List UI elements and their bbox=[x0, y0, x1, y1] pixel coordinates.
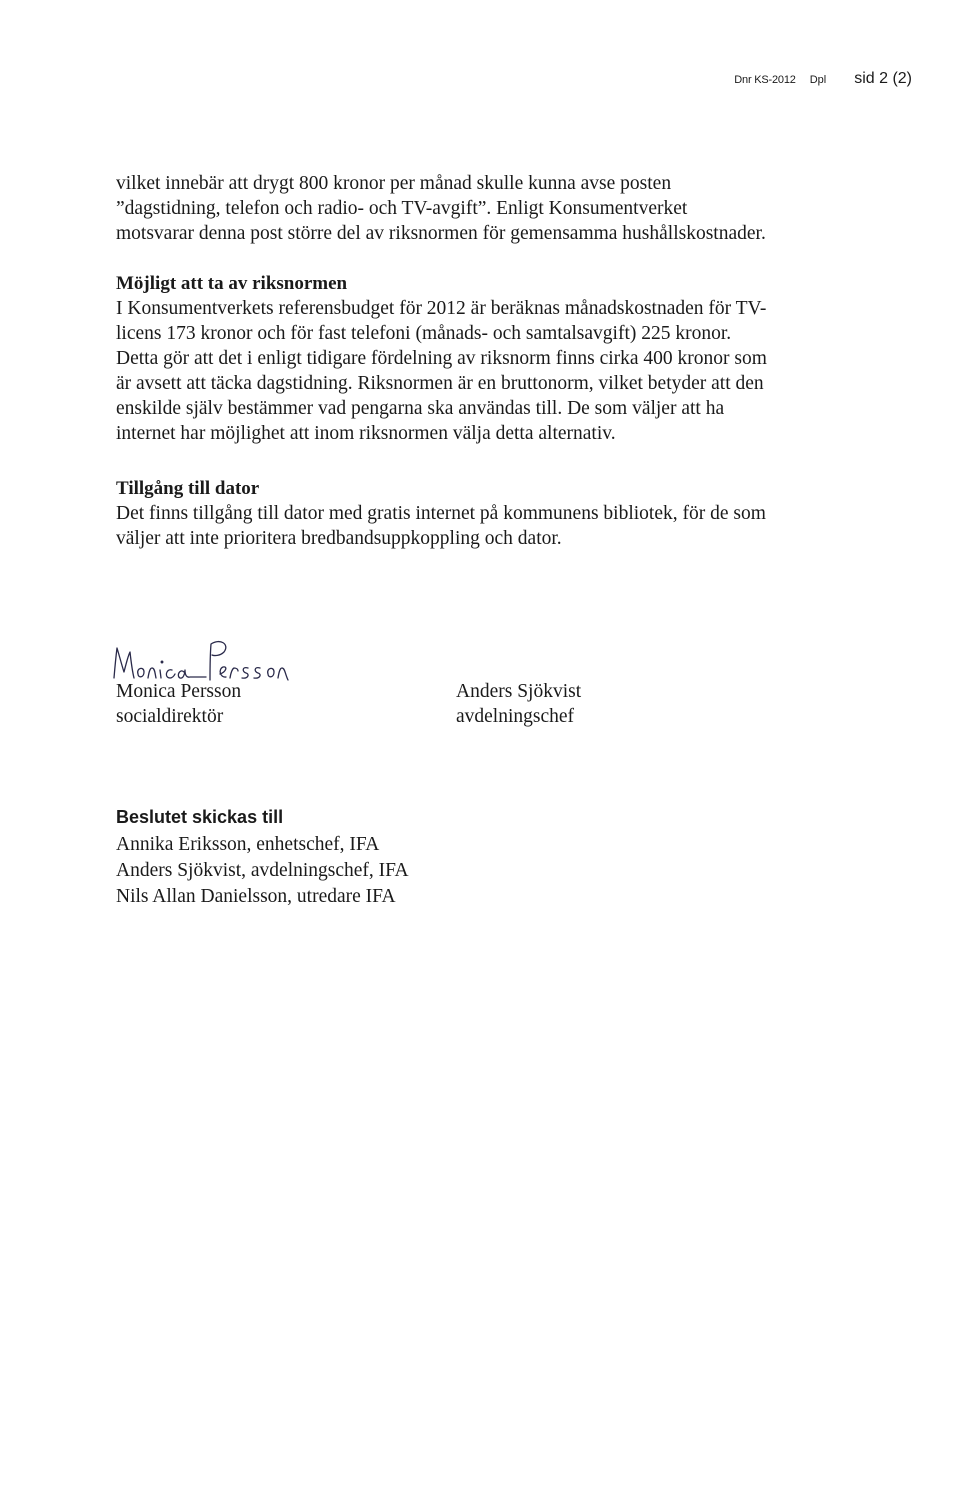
document-plan: Dpl bbox=[809, 74, 827, 86]
signatory-left bbox=[116, 679, 241, 729]
paragraph-line: internet har möjlighet att inom riksnormen välja detta alternativ. bbox=[116, 423, 616, 444]
paragraph-line: är avsett att täcka dagstidning. Riksnormen är en bruttonorm, vilket betyder att den bbox=[116, 373, 764, 394]
distribution-heading: Beslutet skickas till bbox=[116, 807, 284, 827]
document-number: Dnr KS-2012 bbox=[734, 74, 796, 86]
signatory-title: socialdirektör bbox=[116, 706, 224, 727]
section-heading: Tillgång till dator bbox=[116, 478, 260, 499]
recipient: Annika Eriksson, enhetschef, IFA bbox=[116, 834, 380, 855]
paragraph-line: motsvarar denna post större del av riksnormen för gemensamma hushållskostnader. bbox=[116, 223, 766, 244]
paragraph-line: Detta gör att det i enligt tidigare fördelning av riksnorm finns cirka 400 kronor som bbox=[116, 348, 767, 369]
paragraph-line: ”dagstidning, telefon och radio- och TV-avgift”. Enligt Konsumentverket bbox=[116, 198, 688, 219]
signatory-name: Monica Persson bbox=[116, 681, 242, 702]
intro-paragraph bbox=[116, 171, 796, 246]
recipient: Nils Allan Danielsson, utredare IFA bbox=[116, 886, 396, 907]
paragraph-line: Det finns tillgång till dator med gratis internet på kommunens bibliotek, för de som bbox=[116, 503, 766, 524]
section-riksnormen bbox=[116, 271, 796, 446]
signatory-name: Anders Sjökvist bbox=[456, 681, 582, 702]
signatory-right bbox=[456, 679, 581, 729]
section-dator bbox=[116, 476, 796, 551]
paragraph-line: väljer att inte prioritera bredbandsuppkoppling och dator. bbox=[116, 528, 562, 549]
section-heading: Möjligt att ta av riksnormen bbox=[116, 273, 348, 294]
paragraph-line: vilket innebär att drygt 800 kronor per månad skulle kunna avse posten bbox=[116, 173, 672, 194]
recipient: Anders Sjökvist, avdelningschef, IFA bbox=[116, 860, 409, 881]
signatory-title: avdelningschef bbox=[456, 706, 575, 727]
page-header bbox=[734, 70, 912, 88]
page-number: sid 2 (2) bbox=[854, 70, 912, 87]
paragraph-line: licens 173 kronor och för fast telefoni (månads- och samtalsavgift) 225 kronor. bbox=[116, 323, 732, 344]
paragraph-line: enskilde själv bestämmer vad pengarna ska användas till. De som väljer att ha bbox=[116, 398, 725, 419]
paragraph-line: I Konsumentverkets referensbudget för 2012 är beräknas månadskostnaden för TV- bbox=[116, 298, 767, 319]
distribution-list bbox=[116, 804, 409, 910]
